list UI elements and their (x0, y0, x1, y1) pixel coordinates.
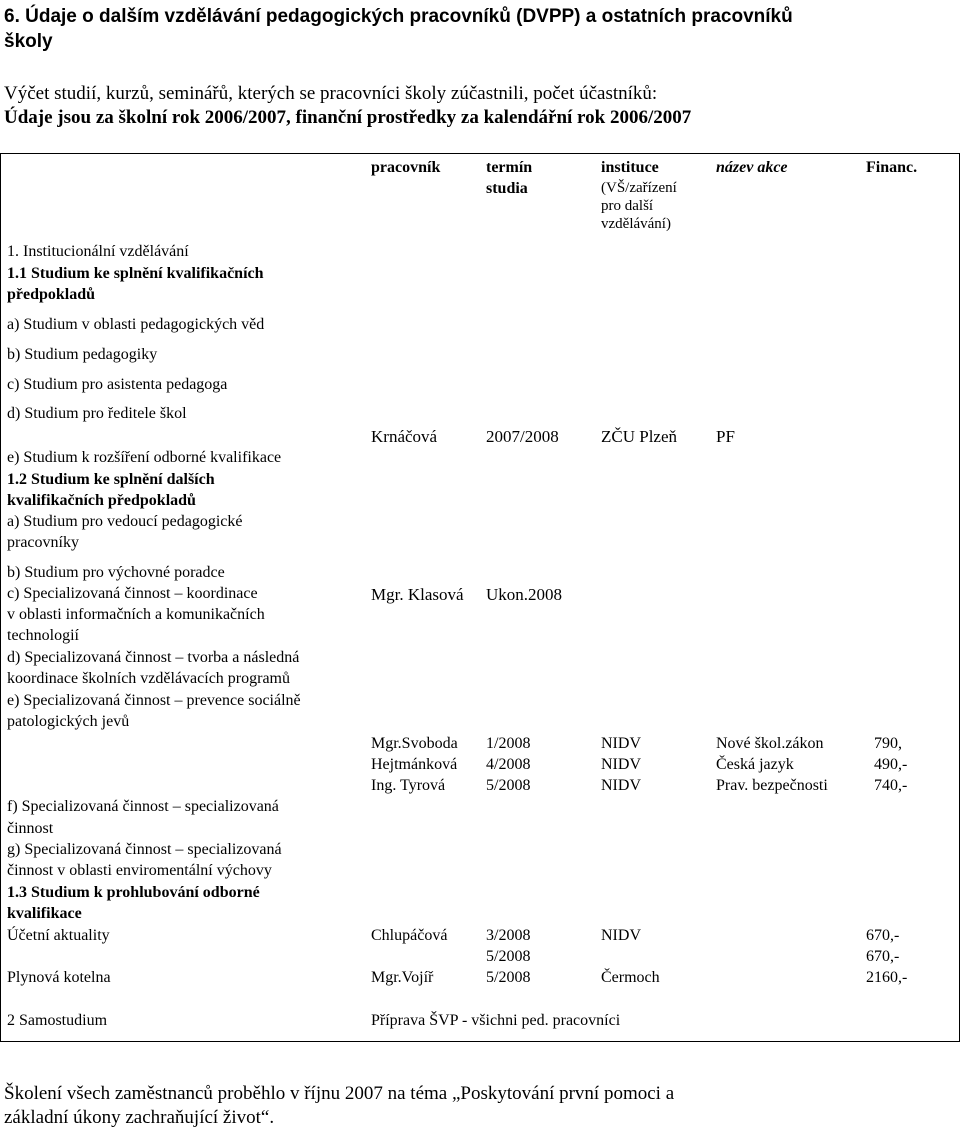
category-1-2-e: e) Specializovaná činnost – prevence sociálně (7, 692, 301, 709)
header-instituce-note-1: (VŠ/zařízení (601, 180, 677, 196)
header-instituce-note-3: vzdělávání) (601, 216, 671, 232)
header-termin: termín (486, 159, 533, 176)
cell-nazev-akce: Prav. bezpečnosti (716, 777, 828, 794)
cell-instituce: NIDV (601, 735, 641, 752)
category-1-3-cont: kvalifikace (7, 905, 82, 922)
cell-pracovnik: Chlupáčová (371, 927, 448, 944)
cell-financ: 740,- (874, 777, 908, 794)
cell-nazev-akce: Česká jazyk (716, 756, 794, 773)
cell-pracovnik: Mgr. Klasová (371, 585, 464, 604)
cell-termin: 2007/2008 (486, 427, 559, 446)
category-plynova-kotelna: Plynová kotelna (7, 969, 111, 986)
category-1-2-d-cont: koordinace školních vzdělávacích programů (7, 670, 290, 687)
category-1-1-c: c) Studium pro asistenta pedagoga (7, 376, 228, 393)
category-1-3: 1.3 Studium k prohlubování odborné (7, 884, 260, 901)
cell-pracovnik: Hejtmánková (371, 756, 458, 773)
category-1-1-b: b) Studium pedagogiky (7, 346, 158, 363)
category-1-2-c-cont-2: technologií (7, 627, 79, 644)
category-1-2-g-cont: činnost v oblasti enviromentální výchovy (7, 862, 272, 879)
header-termin-studia: studia (486, 180, 528, 197)
intro-text: Výčet studií, kurzů, seminářů, kterých se pracovníci školy zúčastnili, počet účastníků: (4, 83, 658, 104)
cell-instituce: ZČU Plzeň (601, 427, 678, 446)
category-1-2-g: g) Specializovaná činnost – specializovaná (7, 841, 282, 858)
footer-note-line-1: Školení všech zaměstnanců proběhlo v říjnu 2007 na téma „Poskytování první pomoci a (4, 1083, 675, 1104)
category-1-1-cont: předpokladů (7, 286, 96, 303)
cell-pracovnik: Ing. Tyrová (371, 777, 446, 794)
cell-instituce: Čermoch (601, 969, 660, 986)
cell-nazev-akce: Nové škol.zákon (716, 735, 824, 752)
cell-termin: 4/2008 (486, 756, 531, 773)
section-heading-line-2: školy (4, 31, 53, 52)
category-institucionalni: 1. Institucionální vzdělávání (7, 243, 189, 260)
cell-termin: Ukon.2008 (486, 585, 563, 604)
category-1-2-cont: kvalifikačních předpokladů (7, 492, 196, 509)
cell-financ: 2160,- (866, 969, 908, 986)
category-1-2-c-cont-1: v oblasti informačních a komunikačních (7, 606, 265, 623)
category-1-2-c: c) Specializovaná činnost – koordinace (7, 585, 258, 602)
header-financ: Financ. (866, 159, 918, 176)
footer-note-line-2: základní úkony zachraňující život“. (4, 1107, 275, 1128)
category-1-2-a: a) Studium pro vedoucí pedagogické (7, 513, 243, 530)
category-1-2-b: b) Studium pro výchovné poradce (7, 564, 225, 581)
category-1-2-f: f) Specializovaná činnost – specializovaná (7, 798, 279, 815)
cell-instituce: NIDV (601, 756, 641, 773)
cell-nazev-akce: PF (716, 427, 735, 446)
section-heading-line-1: 6. Údaje o dalším vzdělávání pedagogických pracovníků (DVPP) a ostatních pracovníků (4, 6, 793, 27)
category-1-2-e-cont: patologických jevů (7, 713, 130, 730)
cell-financ: 790, (874, 735, 902, 752)
cell-pracovnik: Mgr.Svoboda (371, 735, 458, 752)
intro-note: Údaje jsou za školní rok 2006/2007, finanční prostředky za kalendářní rok 2006/2007 (4, 107, 692, 128)
category-1-1-d: d) Studium pro ředitele škol (7, 405, 187, 422)
cell-termin: 5/2008 (486, 777, 531, 794)
category-1-2-f-cont: činnost (7, 820, 54, 837)
category-1-1-e: e) Studium k rozšíření odborné kvalifikace (7, 449, 282, 466)
category-samostudium: 2 Samostudium (7, 1012, 108, 1029)
cell-samostudium-note: Příprava ŠVP - všichni ped. pracovníci (371, 1012, 621, 1029)
header-instituce-note-2: pro další (601, 198, 654, 214)
cell-financ: 490,- (874, 756, 908, 773)
cell-termin: 3/2008 (486, 927, 531, 944)
category-1-2: 1.2 Studium ke splnění dalších (7, 471, 215, 488)
cell-termin: 5/2008 (486, 948, 531, 965)
cell-instituce: NIDV (601, 927, 641, 944)
cell-termin: 1/2008 (486, 735, 531, 752)
category-1-1-a: a) Studium v oblasti pedagogických věd (7, 316, 265, 333)
category-ucetni-aktuality: Účetní aktuality (7, 927, 110, 944)
cell-termin: 5/2008 (486, 969, 531, 986)
category-1-2-d: d) Specializovaná činnost – tvorba a následná (7, 649, 300, 666)
cell-financ: 670,- (866, 948, 900, 965)
category-1-2-a-cont: pracovníky (7, 534, 79, 551)
header-nazev-akce: název akce (716, 159, 788, 176)
cell-pracovnik: Mgr.Vojíř (371, 969, 434, 986)
cell-instituce: NIDV (601, 777, 641, 794)
cell-pracovnik: Krnáčová (371, 427, 438, 446)
header-instituce: instituce (601, 159, 659, 176)
cell-financ: 670,- (866, 927, 900, 944)
header-pracovnik: pracovník (371, 159, 441, 176)
category-1-1: 1.1 Studium ke splnění kvalifikačních (7, 265, 264, 282)
